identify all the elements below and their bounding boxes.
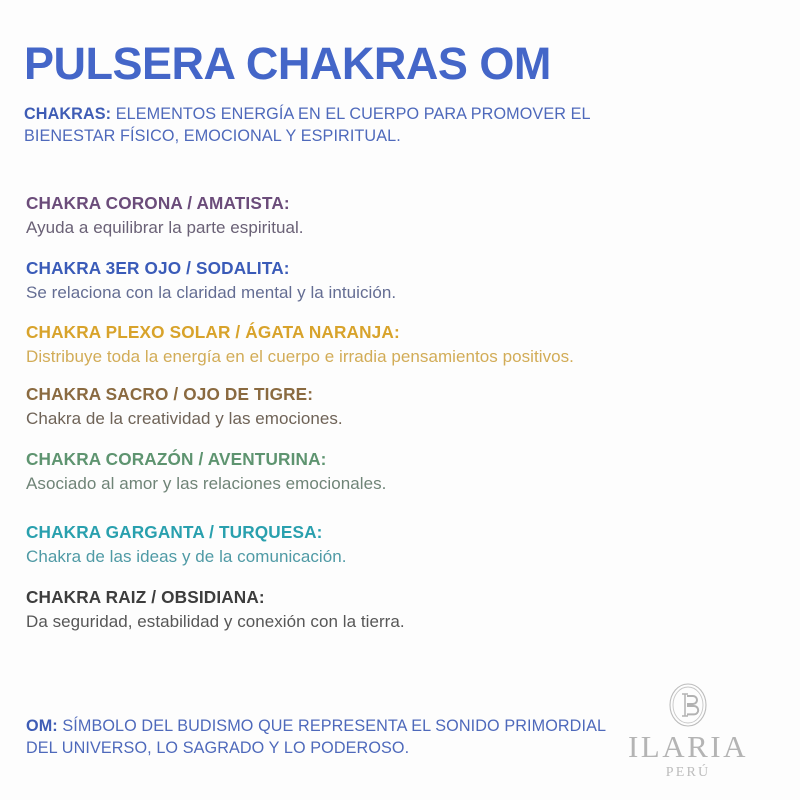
chakra-heading-plexo-solar: CHAKRA PLEXO SOLAR / ÁGATA NARANJA:: [26, 322, 400, 342]
chakra-desc-sacro: Chakra de la creatividad y las emociones.: [26, 409, 343, 428]
chakras-definition: [24, 103, 674, 147]
chakra-block-raiz: [26, 586, 778, 634]
chakras-definition-text: ELEMENTOS ENERGÍA EN EL CUERPO PARA PROMOVER EL BIENESTAR FÍSICO, EMOCIONAL Y ESPIRITUAL.: [24, 105, 590, 145]
chakra-desc-corona: Ayuda a equilibrar la parte espiritual.: [26, 218, 304, 237]
chakra-block-corazon: [26, 448, 778, 496]
chakra-desc-corazon: Asociado al amor y las relaciones emocionales.: [26, 474, 387, 493]
chakra-desc-plexo-solar: Distribuye toda la energía en el cuerpo e irradia pensamientos positivos.: [26, 347, 574, 366]
chakra-block-tercer-ojo: [26, 257, 778, 305]
om-definition-lead: OM:: [26, 717, 58, 735]
chakra-desc-garganta: Chakra de las ideas y de la comunicación.: [26, 547, 347, 566]
chakra-heading-raiz: CHAKRA RAIZ / OBSIDIANA:: [26, 587, 265, 607]
chakra-block-corona: [26, 192, 778, 240]
chakra-desc-tercer-ojo: Se relaciona con la claridad mental y la intuición.: [26, 283, 397, 302]
chakra-heading-corazon: CHAKRA CORAZÓN / AVENTURINA:: [26, 449, 327, 469]
chakra-heading-garganta: CHAKRA GARGANTA / TURQUESA:: [26, 522, 323, 542]
brand-name: ILARIA: [627, 729, 749, 764]
chakra-desc-raiz: Da seguridad, estabilidad y conexión con la tierra.: [26, 612, 405, 631]
chakra-heading-corona: CHAKRA CORONA / AMATISTA:: [26, 193, 290, 213]
chakra-block-garganta: [26, 521, 778, 569]
chakra-block-sacro: [26, 383, 778, 431]
chakra-heading-tercer-ojo: CHAKRA 3ER OJO / SODALITA:: [26, 258, 290, 278]
brand-logo: [618, 683, 758, 782]
chakra-block-plexo-solar: [26, 321, 778, 369]
brand-country: PERÚ: [665, 765, 711, 780]
ilaria-monogram-icon: [668, 683, 708, 727]
om-definition: [26, 715, 616, 759]
chakra-heading-sacro: CHAKRA SACRO / OJO DE TIGRE:: [26, 384, 314, 404]
om-definition-text: SÍMBOLO DEL BUDISMO QUE REPRESENTA EL SONIDO PRIMORDIAL DEL UNIVERSO, LO SAGRADO Y LO PODEROSO.: [26, 717, 606, 757]
page-title: PULSERA CHAKRAS OM: [24, 38, 551, 89]
chakra-list: [26, 192, 778, 634]
chakras-definition-lead: CHAKRAS:: [24, 105, 112, 123]
